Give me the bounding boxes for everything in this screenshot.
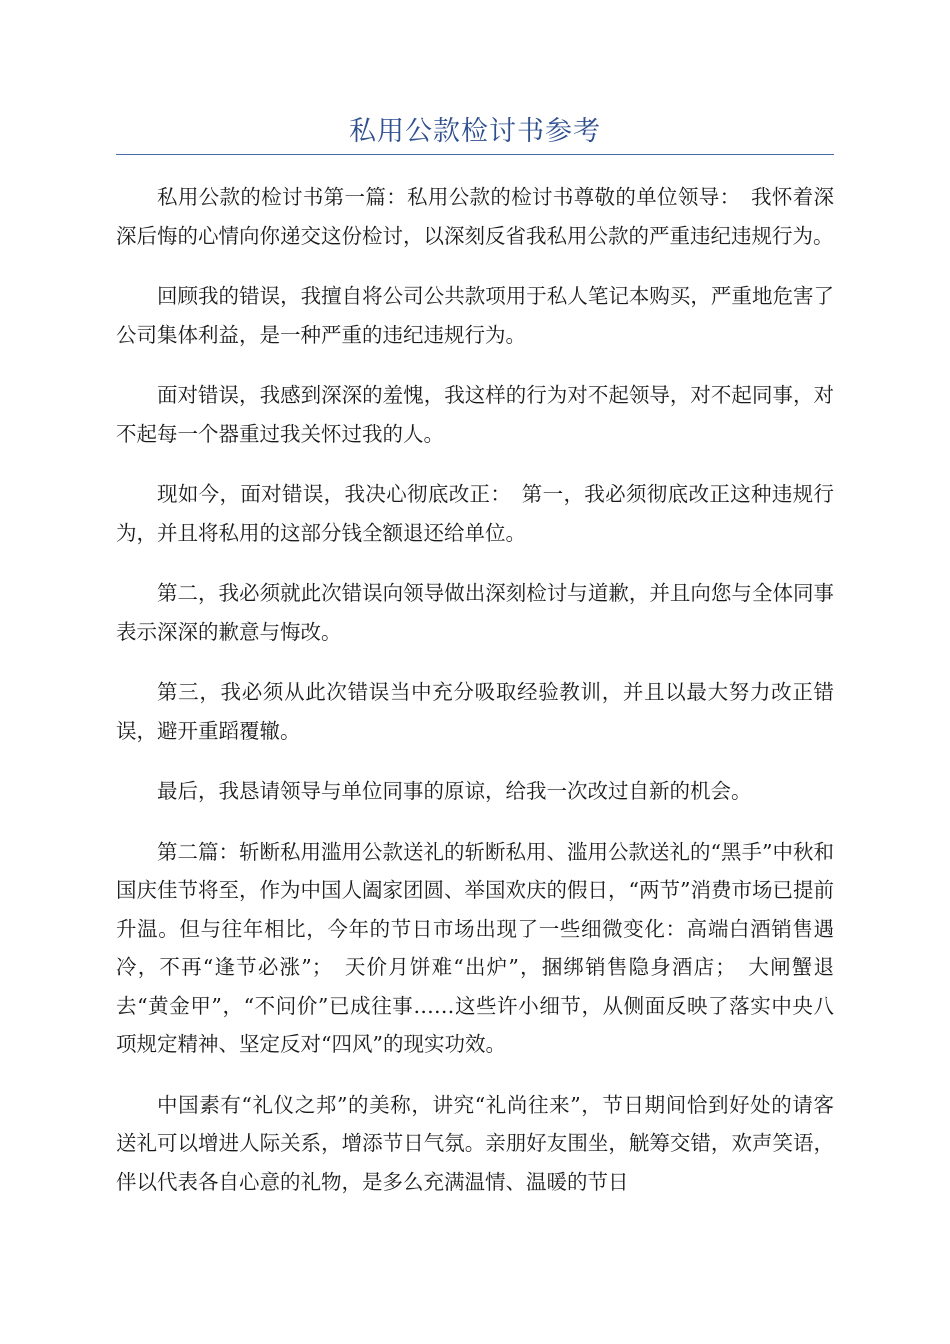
paragraph-5: 第二，我必须就此次错误向领导做出深刻检讨与道歉，并且向您与全体同事表示深深的歉意与悔改。 — [116, 581, 834, 644]
paragraph-4: 现如今，面对错误，我决心彻底改正： 第一，我必须彻底改正这种违规行为，并且将私用的这部分钱全额退还给单位。 — [116, 482, 834, 545]
paragraph-7: 最后，我恳请领导与单位同事的原谅，给我一次改过自新的机会。 — [157, 779, 752, 803]
title-underline — [116, 154, 834, 155]
paragraph-6: 第三，我必须从此次错误当中充分吸取经验教训，并且以最大努力改正错误，避开重蹈覆辙。 — [116, 680, 834, 743]
document-body — [116, 178, 834, 1223]
paragraph-1: 私用公款的检讨书第一篇：私用公款的检讨书尊敬的单位领导： 我怀着深深后悔的心情向你递交这份检讨，以深刻反省我私用公款的严重违纪违规行为。 — [116, 185, 834, 248]
document-title: 私用公款检讨书参考 — [349, 116, 601, 147]
paragraph-3: 面对错误，我感到深深的羞愧，我这样的行为对不起领导，对不起同事，对不起每一个器重过我关怀过我的人。 — [116, 383, 834, 446]
paragraph-9: 中国素有“礼仪之邦”的美称，讲究“礼尚往来”，节日期间恰到好处的请客送礼可以增进人际关系，增添节日气氛。亲朋好友围坐，觥筹交错，欢声笑语，伴以代表各自心意的礼物，是多么充满温情、温暖的节日 — [116, 1092, 834, 1194]
paragraph-8: 第二篇：斩断私用滥用公款送礼的斩断私用、滥用公款送礼的“黑手”中秋和国庆佳节将至，作为中国人阖家团圆、举国欢庆的假日，“两节”消费市场已提前升温。但与往年相比，今年的节日市场出现了一些细微变化：高端白酒销售遇冷，不再“逢节必涨”； 天价月饼难“出炉”，捆绑销售隐身酒店； 大闸蟹退去“黄金甲”，“不问价”已成往事……这些许小细节，从侧面反映了落实中央八项规定精神、坚定反对“四风”的现实功效。 — [116, 839, 834, 1056]
paragraph-2: 回顾我的错误，我擅自将公司公共款项用于私人笔记本购买，严重地危害了公司集体利益，是一种严重的违纪违规行为。 — [116, 284, 834, 347]
